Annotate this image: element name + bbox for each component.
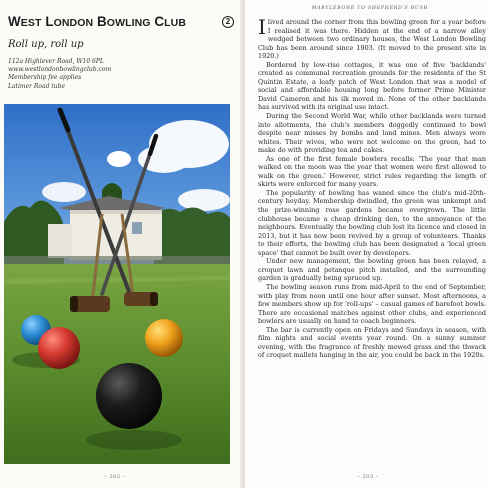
transport-line: Latimer Road tube xyxy=(8,82,66,90)
drop-cap: I xyxy=(258,15,266,39)
running-head: MARYLEBONE TO SHEPHERD'S BUSH xyxy=(311,6,429,11)
cloud xyxy=(107,151,131,167)
venue-info xyxy=(8,58,208,91)
paragraph: Ilived around the corner from this bowling green for a year before I realised it was there. Hidden at the end of a narrow alley wedged between two ordinary houses, the West London Bowling Club has been around since 1903. (It moved to the present site in 1920.) xyxy=(258,15,486,61)
paragraph: As one of the first female bowlers recalls: 'The year that man walked on the moon was the year that women were first allowed to walk on the green.' However, strict rules regarding the length of skirts were enforced for many years. xyxy=(258,154,486,189)
cloud xyxy=(178,189,230,211)
croquet-scene-image xyxy=(4,104,230,464)
red-croquet-ball xyxy=(38,327,80,369)
entry-number-badge: 2 xyxy=(222,16,234,28)
fee-line: Membership fee applies xyxy=(8,74,82,82)
black-croquet-ball xyxy=(96,363,162,429)
paragraph: During the Second World War, while other backlands were turned into allotments, the club's members doggedly continued to bowl despite near misses by bombs and land mines. Men always wore whites. Their wives, who were not welcome on the green, had to make do with providing tea and cakes. xyxy=(258,112,486,155)
page-number-right: – 203 – xyxy=(357,474,379,480)
page-number-left: – 202 – xyxy=(104,474,126,480)
yellow-croquet-ball xyxy=(145,319,183,357)
address-line: 112a Highlever Road, W10 6PL xyxy=(8,58,104,65)
article-body xyxy=(258,15,486,360)
title-row xyxy=(8,14,234,29)
paragraph: Under new management, the bowling green has been relayed, a croquet lawn and petanque pitch installed, and the surrounding garden is gradually being spruced up. xyxy=(258,257,486,283)
croquet-photo xyxy=(4,104,230,464)
paragraph: Bordered by low-rise cottages, it was one of five 'backlands' created as communal recreation grounds for the residents of the St Quintin Estate, a leafy patch of West London that was a model of social and affordable housing long before former Prime Minister David Cameron and his ilk moved in. None of the other backlands has survived with its original use intact. xyxy=(258,60,486,112)
paragraph: The popularity of bowling has waned since the club's mid-20th-century heyday. Membership dwindled, the green was unkempt and the prize-winning rose gardens became overgrown. The little clubhouse became a cheap drinking den, to the annoyance of the neighbours. Eventually the bowling club lost its licence and closed in 2013, but it has now been revived by a group of volunteers. Thanks to their efforts, the bowling club has been designated a 'local green space' that cannot be built over by developers. xyxy=(258,188,486,257)
cloud xyxy=(42,182,86,202)
paragraph: The bowling season runs from mid-April to the end of September, with play from noon until one hour after sunset. Most afternoons, a few members show up for 'roll-ups' – casual games of barefoot bowls. There are occasional matches against other clubs, and experienced bowlers are usually on hand to coach beginners. xyxy=(258,282,486,326)
left-page xyxy=(0,0,243,488)
page-title: WEST LONDON BOWLING CLUB xyxy=(8,14,187,29)
paragraph: The bar is currently open on Fridays and Sundays in season, with film nights and social events year round. On a sunny summer evening, with the fragrance of freshly mowed grass and the thwack of croquet mallets hanging in the air, you could be back in the 1920s. xyxy=(258,325,486,360)
website-line: www.westlondonbowlingclub.com xyxy=(8,66,112,74)
subtitle: Roll up, roll up xyxy=(8,39,84,50)
